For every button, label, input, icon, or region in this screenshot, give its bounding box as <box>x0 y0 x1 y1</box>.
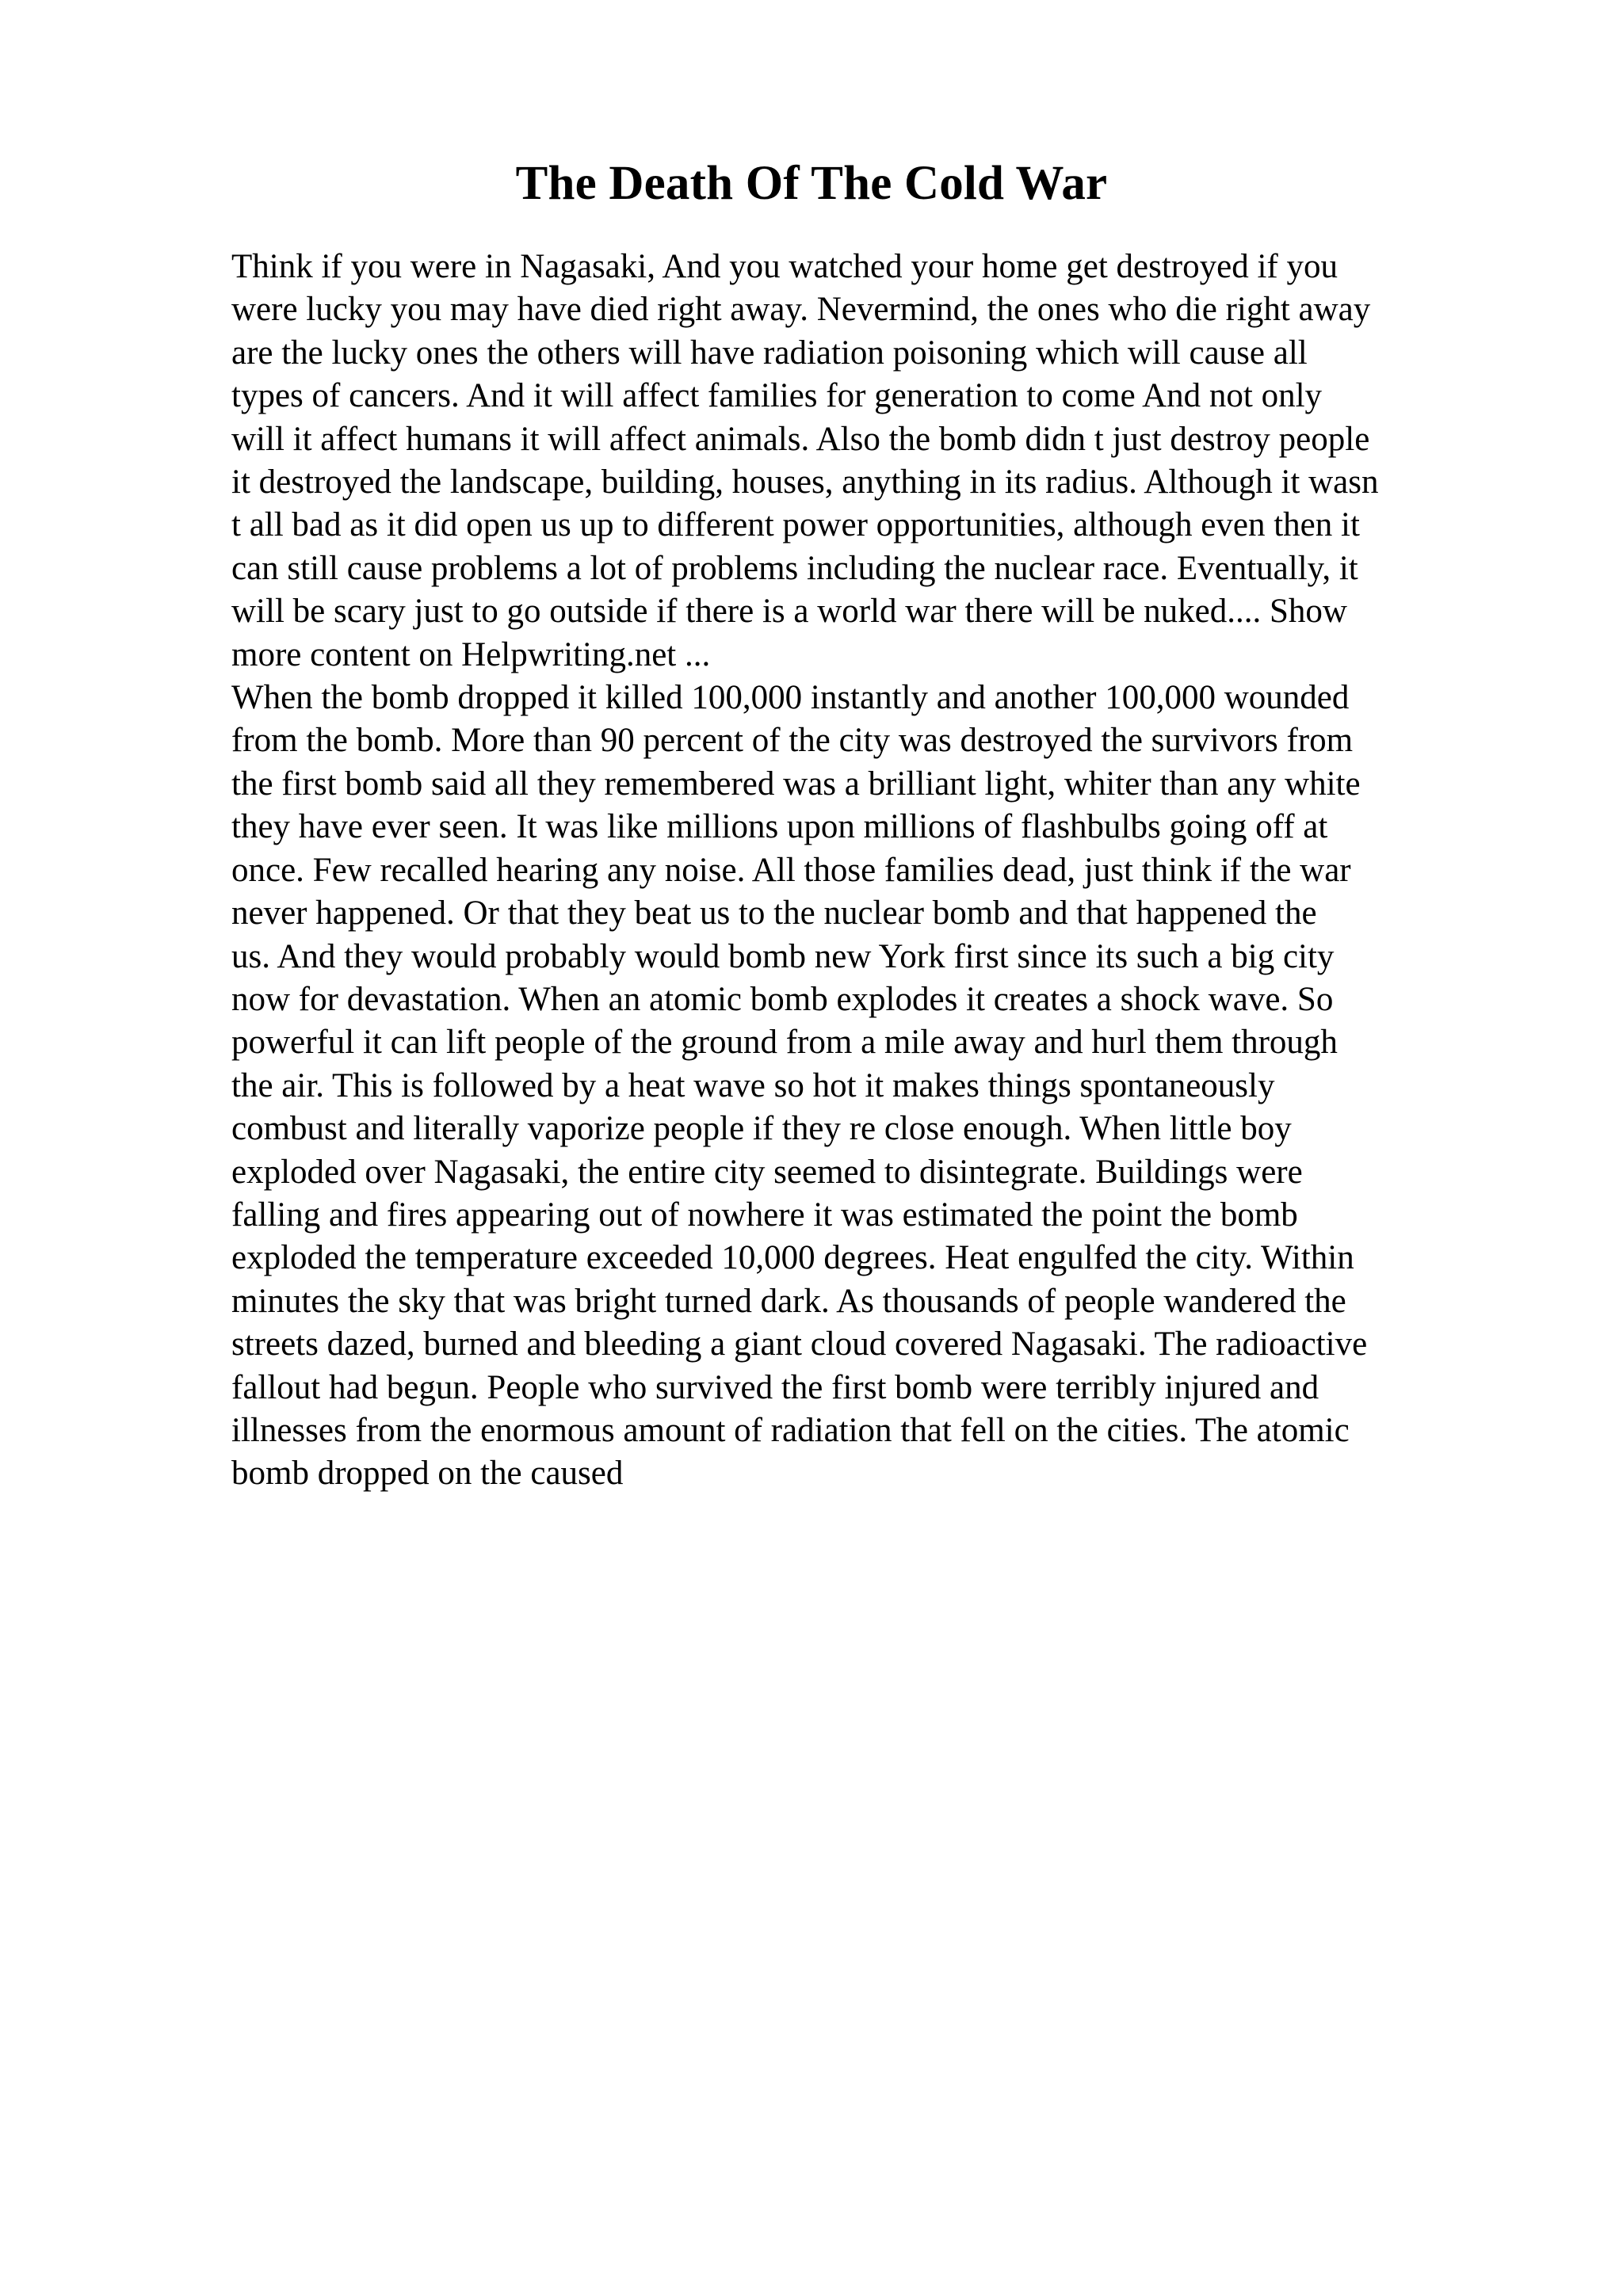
text-line: will be scary just to go outside if there is a world war there will be nuked.... Show <box>231 593 1347 631</box>
text-line: exploded over Nagasaki, the entire city seemed to disintegrate. Buildings were <box>231 1153 1303 1191</box>
text-line: illnesses from the enormous amount of radiation that fell on the cities. The atomic <box>231 1411 1350 1449</box>
text-line: now for devastation. When an atomic bomb explodes it creates a shock wave. So <box>231 980 1334 1018</box>
text-line: combust and literally vaporize people if they re close enough. When little boy <box>231 1110 1292 1148</box>
paragraph-2 <box>231 677 1499 1496</box>
text-line: the first bomb said all they remembered was a brilliant light, whiter than any white <box>231 765 1361 803</box>
text-line: it destroyed the landscape, building, houses, anything in its radius. Although it wasn <box>231 463 1379 502</box>
text-line: Think if you were in Nagasaki, And you watched your home get destroyed if you <box>231 248 1338 285</box>
paragraph-1 <box>231 246 1499 677</box>
text-line: can still cause problems a lot of problems including the nuclear race. Eventually, it <box>231 549 1358 587</box>
text-line: falling and fires appearing out of nowhere it was estimated the point the bomb <box>231 1196 1298 1234</box>
text-line: they have ever seen. It was like millions upon millions of flashbulbs going off at <box>231 808 1328 846</box>
text-line: us. And they would probably would bomb new York first since its such a big city <box>231 937 1335 975</box>
text-line: streets dazed, burned and bleeding a giant cloud covered Nagasaki. The radioactive <box>231 1325 1368 1363</box>
text-line: are the lucky ones the others will have radiation poisoning which will cause all <box>231 334 1308 372</box>
text-line: never happened. Or that they beat us to the nuclear bomb and that happened the <box>231 894 1317 933</box>
document-body <box>231 246 1499 1496</box>
text-line: types of cancers. And it will affect families for generation to come And not only <box>231 377 1323 415</box>
text-line: exploded the temperature exceeded 10,000 degrees. Heat engulfed the city. Within <box>231 1239 1354 1277</box>
text-line: t all bad as it did open us up to different power opportunities, although even then it <box>231 506 1360 544</box>
document-title: The Death Of The Cold War <box>515 157 1108 210</box>
text-line: were lucky you may have died right away. Nevermind, the ones who die right away <box>231 291 1371 329</box>
text-line: powerful it can lift people of the ground from a mile away and hurl them through <box>231 1024 1338 1062</box>
text-line: the air. This is followed by a heat wave so hot it makes things spontaneously <box>231 1066 1275 1104</box>
text-line: When the bomb dropped it killed 100,000 instantly and another 100,000 wounded <box>231 679 1350 717</box>
text-line: bomb dropped on the caused <box>231 1455 624 1493</box>
text-line: fallout had begun. People who survived the first bomb were terribly injured and <box>231 1368 1319 1406</box>
text-line: from the bomb. More than 90 percent of the city was destroyed the survivors from <box>231 722 1354 760</box>
text-line: minutes the sky that was bright turned dark. As thousands of people wandered the <box>231 1282 1346 1320</box>
text-line: will it affect humans it will affect animals. Also the bomb didn t just destroy people <box>231 420 1370 458</box>
text-line: once. Few recalled hearing any noise. All those families dead, just think if the war <box>231 851 1351 889</box>
text-line: more content on Helpwriting.net ... <box>231 635 711 673</box>
